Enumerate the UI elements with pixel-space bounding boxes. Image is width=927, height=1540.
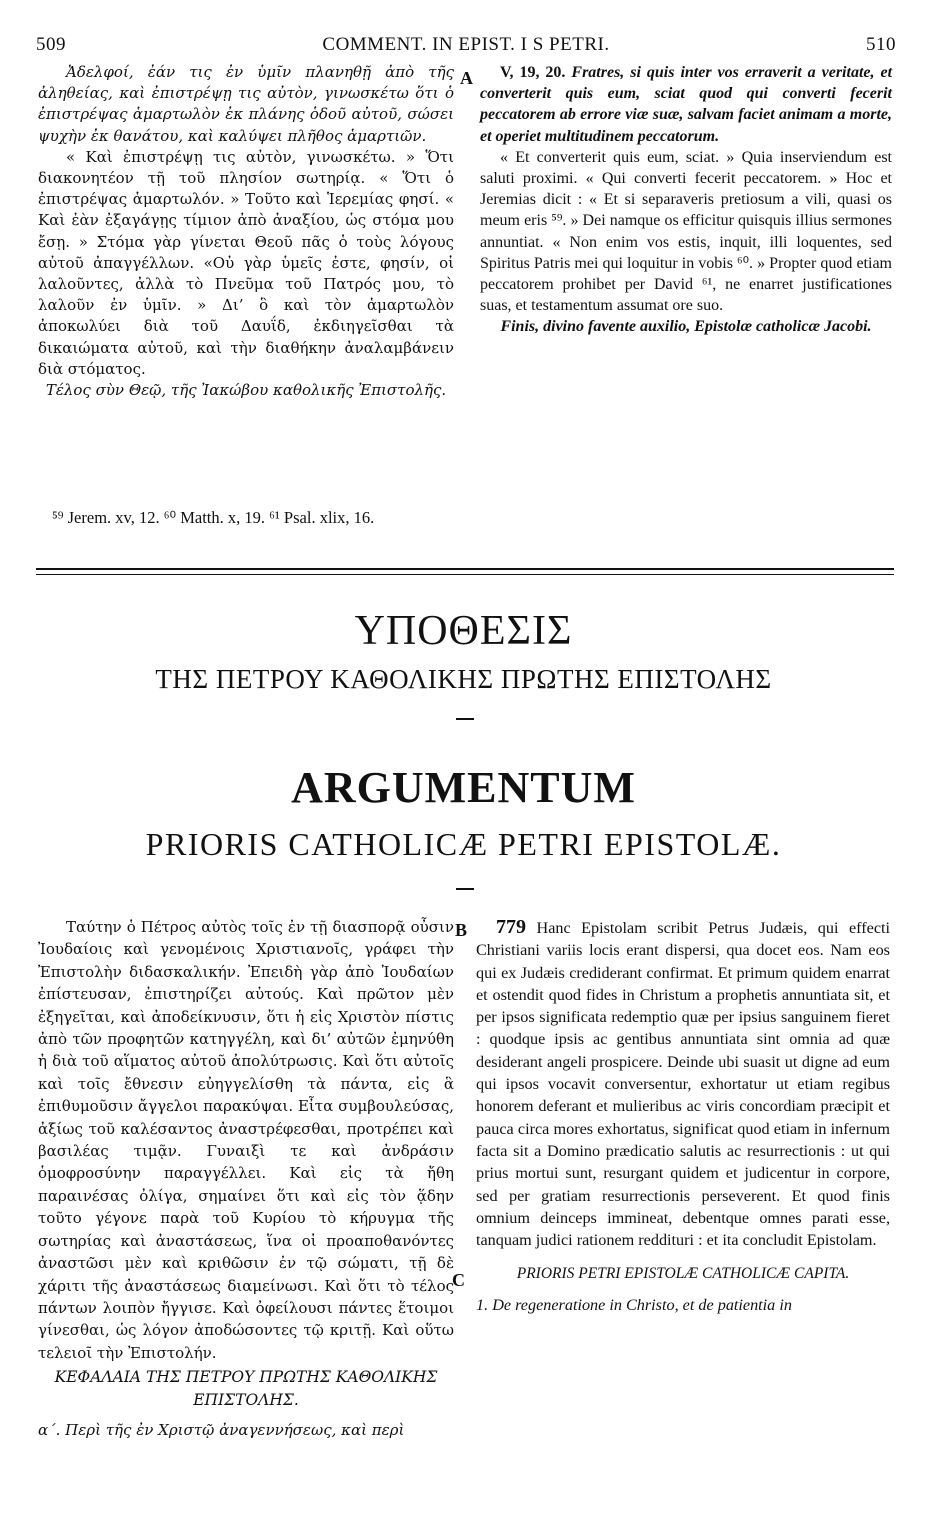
latin-title: ARGUMENTUM bbox=[291, 763, 636, 812]
latin-verse-ref: V, 19, 20. bbox=[500, 64, 566, 81]
latin-verse-block bbox=[480, 62, 892, 147]
greek-chapters-heading: ΚΕΦΑΛΑΙΑ ΤΗΣ ΠΕΤΡΟΥ ΠΡΩΤΗΣ ΚΑΘΟΛΙΚΗΣ ΕΠΙΣΤΟΛΗΣ. bbox=[54, 1368, 438, 1409]
latin-chapter-item: 1. De regeneratione in Christo, et de patientia in bbox=[476, 1295, 792, 1314]
greek-argument: Ταύτην ὁ Πέτρος αὐτὸς τοῖς ἐν τῇ διασπορᾷ οὖσιν Ἰουδαίοις καὶ γενομένοις Χριστιανοῖς, γράφει τὴν Ἐπιστολὴν διδασκαλικήν. Ἐπειδὴ γὰρ ἀπὸ Ἰουδαίων ἐπίστευσαν, ἐπιστηρίζει αὐτούς. Καὶ πρῶτον μὲν ἐξηγεῖται, καὶ ἀποδείκνυσιν, ὅτι ἡ εἰς Χριστὸν πίστις ἀπὸ τῶν προφητῶν κατηγγέλη, καὶ δι’ αὐτῶν ἐμηνύθη ἡ διὰ τοῦ αἵματος αὐτοῦ ἀπολύτρωσις. Καὶ ὅτι αὐτοῖς καὶ τοῖς ἔθνεσιν εὐηγγελίσθη τὰ πάντα, εἰς ἃ ἐπιθυμοῦσιν ἄγγελοι παρακύψαι. Εἶτα συμβουλεύσας, ἀξίως τοῦ καλέσαντος ἀναστρέφεσθαι, προτρέπει καὶ βασιλέας τιμᾷν. Γυναιξὶ τε καὶ ἀνδράσιν ὁμοφροσύνην παραγγέλλει. Καὶ εἰς τὰ ἤθη παραινέσας ὀλίγα, σημαίνει ὅτι καὶ εἰς τὸν ᾅδην τοῦτο γέγονε παρὰ τοῦ Κυρίου τὸ κήρυγμα τῆς σωτηρίας καὶ ἀναστάσεως, ἵνα οἱ προαποθανόντες ἀναστῶσι μὲν καὶ κριθῶσιν ἐν τῷ σώματι, τῇ δὲ χάριτι τῆς ἀναστάσεως διαμείνωσι. Καὶ ὅτι τὸ τέλος πάντων λοιπὸν ἤγγισε. Καὶ ὀφείλουσι πάντες ἕτοιμοι γίνεσθαι, ὡς λόγον ἀποδώσοντες τῷ κριτῇ. Καὶ οὕτω τελειοῖ τὴν Ἐπιστολήν. bbox=[38, 918, 454, 1362]
title-dash bbox=[456, 718, 474, 720]
top-greek-column bbox=[38, 62, 454, 401]
margin-letter-b: B bbox=[455, 920, 468, 940]
greek-finis: Τέλος σὺν Θεῷ, τῆς Ἰακώβου καθολικῆς Ἐπιστολῆς. bbox=[45, 381, 447, 400]
greek-subtitle: ΤΗΣ ΠΕΤΡΟΥ ΚΑΘΟΛΙΚΗΣ ΠΡΩΤΗΣ ΕΠΙΣΤΟΛΗΣ bbox=[155, 664, 772, 694]
latin-verse: Fratres, si quis inter vos erraverit a veritate, et converterit quis eum, sciat quod qui converti fecerit peccatorem ab errore viæ suæ, salvam faciet animam a morte, et operiet multitudinem peccatorum. bbox=[480, 64, 893, 145]
latin-chapters-heading: PRIORIS PETRI EPISTOLÆ CATHOLICÆ CAPITA. bbox=[516, 1265, 850, 1283]
latin-commentary: « Et converterit quis eum, sciat. » Quia inserviendum est saluti proximi. « Qui converti fecerit peccatorem. » Hoc et Jeremias dicit : « Et si separaveris pretiosum a vili, quasi os meum eris ⁵⁹. » Dei namque os efficitur quisquis illius sermones annuntiat. « Non enim vos estis, inquit, illi loquentes, sed Spiritus Patris mei qui loquitur in vobis ⁶⁰. » Propter quod etiam peccatorem prohibet per David ⁶¹, ne enarret justificationes suas, et testamentum assumat ore suo. bbox=[480, 148, 892, 315]
divider-rule-thin bbox=[36, 574, 894, 575]
page-header bbox=[36, 34, 896, 60]
margin-letter-c: C bbox=[452, 1270, 465, 1290]
page-number-left: 509 bbox=[36, 34, 66, 55]
greek-argument-column bbox=[38, 916, 454, 1441]
running-title: COMMENT. IN EPIST. I S PETRI. bbox=[322, 34, 610, 55]
latin-argument: Hanc Epistolam scribit Petrus Judæis, qui effecti Christiani variis locis erant dispersi, qua docet eos. Nam eos qui ex Judæis crediderant confirmat. Et primum quidem enarrat et ostendit quod fides in Christum a prophetis annuntiata sit, et per ipsos significata redemptio quæ per ipsius sanguinem fieret : quodque ipsis ac gentibus annuntiata sint omnia ad quæ desiderant angeli prospicere. Deinde ubi suasit ut digne ad eum qui ipsos vocavit conversentur, exhortatur ut etiam regibus honorem deferant et mulieribus ac viris concordiam præcipit et pauca circa mores exhortatus, significat quod etiam in infernum facta sit a Domino prædicatio salutis ac resurrectionis : ut qui prius mortui sunt, resurgant quidem et judicentur in corpore, sed per gratiam resurrectionis perseverent. Et quod finis omnium deinceps immineat, debentque omnes parati esse, tanquam judici rationem reddituri : et ita concludit Epistolam. bbox=[476, 919, 891, 1250]
latin-argument-column bbox=[476, 916, 890, 1316]
divider-rule bbox=[36, 568, 894, 570]
page-number-right: 510 bbox=[866, 34, 896, 55]
title-dash bbox=[456, 888, 474, 890]
latin-argument-block bbox=[476, 916, 890, 1251]
latin-subtitle: PRIORIS CATHOLICÆ PETRI EPISTOLÆ. bbox=[145, 826, 782, 862]
greek-title: ΥΠΟΘΕΣΙΣ bbox=[354, 608, 573, 654]
latin-finis: Finis, divino favente auxilio, Epistolæ catholicæ Jacobi. bbox=[500, 318, 872, 336]
greek-verse: Ἀδελφοί, ἐάν τις ἐν ὑμῖν πλανηθῇ ἀπὸ τῆς ἀληθείας, καὶ ἐπιστρέψῃ τις αὐτὸν, γινωσκέτω ὅτι ὁ ἐπιστρέψας ἁμαρτωλὸν ἐκ πλάνης ὁδοῦ αὐτοῦ, σώσει ψυχὴν ἐκ θανάτου, καὶ καλύψει πλῆθος ἁμαρτιῶν. bbox=[38, 63, 454, 145]
greek-commentary: « Καὶ ἐπιστρέψῃ τις αὐτὸν, γινωσκέτω. » Ὅτι διακονητέον τῇ τοῦ πλησίον σωτηρίᾳ. « Ὅτι ὁ ἐπιστρέψας ἁμαρτωλόν. » Τοῦτο καὶ Ἱερεμίας φησί. « Καὶ ἐὰν ἐξαγάγῃς τίμιον ἀπὸ ἀναξίου, ὡς στόμα μου ἔσῃ. » Στόμα γὰρ γίνεται Θεοῦ πᾶς ὁ τοὺς λόγους αὐτοῦ ἀπαγγέλλων. «Οὐ γὰρ ὑμεῖς ἐστε, φησίν, οἱ λαλοῦντες, ἀλλὰ τὸ Πνεῦμα τοῦ Πατρός μου, τὸ λαλοῦν ἐν ὑμῖν. » Δι’ ὃ καὶ τὸν ἁμαρτωλὸν ἀποκωλύει διὰ τοῦ Δαυΐδ, ἐκδιηγεῖσθαι τὰ δικαιώματα αὐτοῦ, καὶ τὴν διαθήκην ἀναλαμβάνειν διὰ στόματος. bbox=[38, 147, 454, 378]
top-latin-column bbox=[480, 62, 892, 338]
greek-chapter-item: α΄. Περὶ τῆς ἐν Χριστῷ ἀναγεννήσεως, καὶ περὶ bbox=[38, 1420, 405, 1439]
footnotes: ⁵⁹ Jerem. xv, 12. ⁶⁰ Matth. x, 19. ⁶¹ Psal. xlix, 16. bbox=[52, 508, 375, 527]
margin-letter-a: A bbox=[460, 68, 473, 88]
column-number: 779 bbox=[496, 916, 526, 938]
